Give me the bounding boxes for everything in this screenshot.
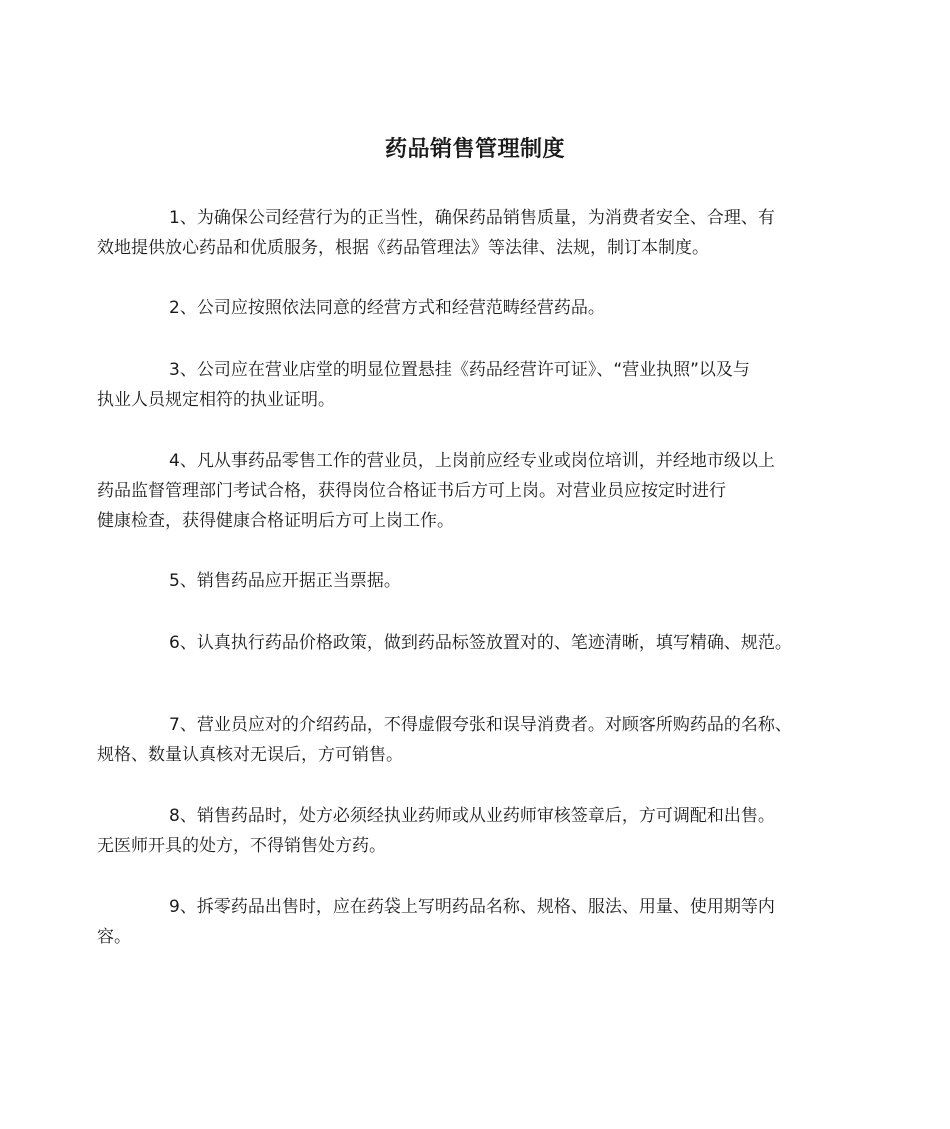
paragraph-line: 药品监督管理部门考试合格，获得岗位合格证书后方可上岗。对营业员应按定时进行: [97, 481, 726, 501]
paragraph-line: 执业人员规定相符的执业证明。: [97, 390, 335, 410]
paragraph-line: 7、营业员应对的介绍药品，不得虚假夸张和误导消费者。对顾客所购药品的名称、: [169, 715, 792, 735]
paragraph-line: 9、拆零药品出售时，应在药袋上写明药品名称、规格、服法、用量、使用期等内: [169, 897, 775, 917]
paragraph-7: [97, 710, 823, 770]
paragraph-3: [97, 355, 823, 415]
paragraph-line: 2、公司应按照依法同意的经营方式和经营范畴经营药品。: [169, 298, 605, 318]
paragraph-2: [133, 293, 823, 323]
paragraph-line: 规格、数量认真核对无误后，方可销售。: [97, 745, 403, 765]
paragraph-line: 容。: [97, 927, 131, 947]
paragraph-4: [97, 446, 823, 536]
paragraph-5: [133, 566, 823, 596]
paragraph-line: 无医师开具的处方，不得销售处方药。: [97, 836, 386, 856]
paragraph-1: [97, 203, 823, 263]
document-title: 药品销售管理制度: [384, 137, 565, 162]
paragraph-line: 4、凡从事药品零售工作的营业员，上岗前应经专业或岗位培训，并经地市级以上: [169, 451, 775, 471]
paragraph-line: 3、公司应在营业店堂的明显位置悬挂《药品经营许可证》、“营业执照”以及与: [169, 360, 750, 380]
paragraph-line: 8、销售药品时，处方必须经执业药师或从业药师审核签章后，方可调配和出售。: [169, 806, 775, 826]
paragraph-line: 效地提供放心药品和优质服务，根据《药品管理法》等法律、法规，制订本制度。: [97, 238, 709, 258]
paragraph-9: [97, 892, 823, 952]
paragraph-line: 健康检查，获得健康合格证明后方可上岗工作。: [97, 511, 454, 531]
paragraph-8: [97, 801, 823, 861]
paragraph-line: 1、为确保公司经营行为的正当性，确保药品销售质量，为消费者安全、合理、有: [169, 208, 775, 228]
paragraph-line: 5、销售药品应开据正当票据。: [169, 571, 401, 591]
paragraph-line: 6、认真执行药品价格政策，做到药品标签放置对的、笔迹清晰，填写精确、规范。: [169, 633, 792, 653]
paragraph-6: [133, 628, 823, 658]
